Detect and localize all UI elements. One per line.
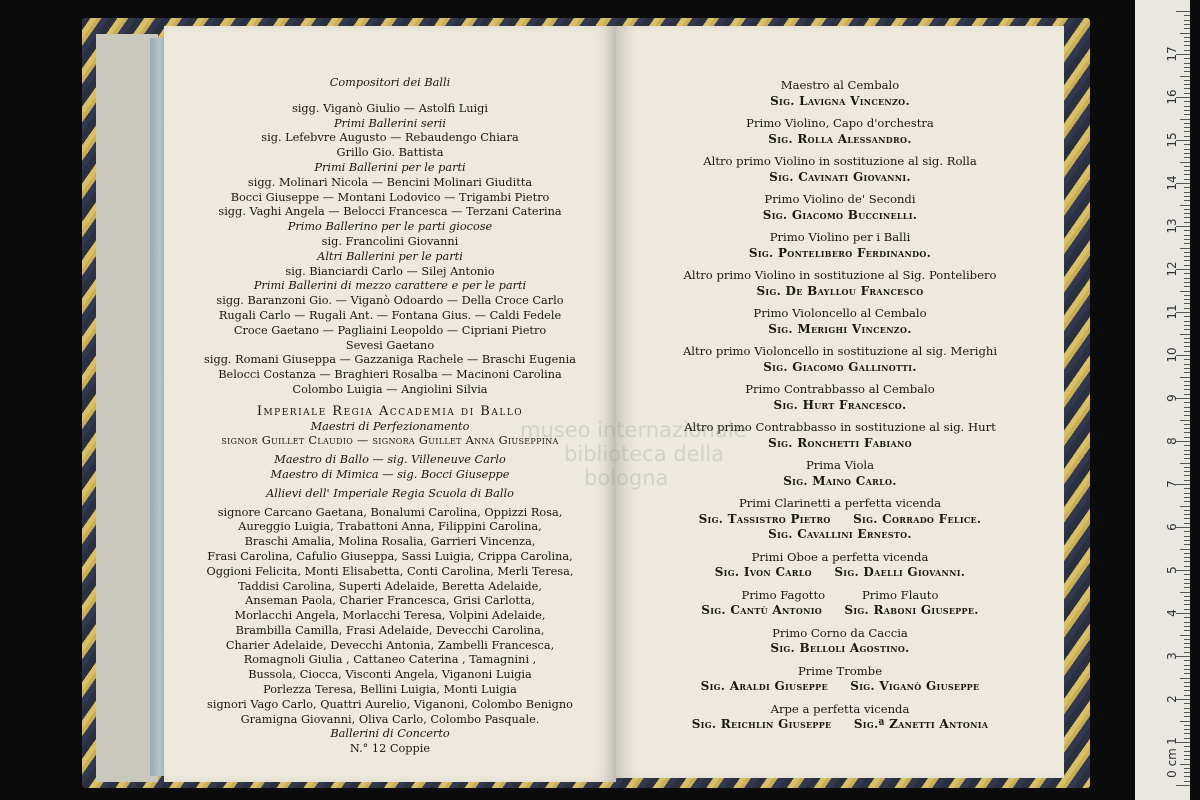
musician-name: Sig. Maino Carlo. [783,473,897,488]
ruler-tick [1180,506,1190,507]
ruler-tick [1184,71,1190,72]
ruler-tick [1184,394,1190,395]
ruler-tick [1184,101,1190,102]
text-line: Oggioni Felicita, Monti Elisabetta, Conti Carolina, Merli Teresa, [206,564,574,578]
musician-name: Sig. Merighi Vincenzo. [768,321,912,336]
ruler-tick [1184,41,1190,42]
ruler-tick [1184,596,1190,597]
ruler-tick [1184,192,1190,193]
ruler-tick [1184,325,1190,326]
role-heading: Primo Contrabbasso al Cembalo [745,382,935,396]
role-heading: Primo Fagotto Primo Flauto [741,587,939,602]
ruler-tick [1180,248,1190,249]
ruler-tick [1184,407,1190,408]
text-line: sig. Lefebvre Augusto — Rebaudengo Chiara [261,131,519,145]
ruler-tick [1184,278,1190,279]
musician-name: Sig. Araldi Giuseppe Sig. Viganò Giuseppe [700,679,980,693]
text-line: Bussola, Ciocca, Visconti Angela, Viganoni Luigia [248,668,532,682]
ruler-tick [1184,733,1190,734]
ruler-tick [1184,415,1190,416]
ruler-tick [1184,712,1190,713]
ruler-tick [1184,746,1190,747]
ruler-number: 15 [1165,132,1179,148]
ruler-tick [1184,445,1190,446]
role-heading: Primo Corno da Caccia [772,625,908,640]
measuring-ruler [1135,0,1190,800]
ruler-number: 5 [1165,566,1179,574]
ruler-number: 13 [1165,218,1179,234]
ruler-tick [1184,643,1190,644]
musician-name: Sig. Cantù Antonio Sig. Raboni Giuseppe. [701,603,979,617]
ruler-tick [1184,690,1190,691]
musician-name: Sig. Reichlin Giuseppe Sig.ª Zanetti Antonia [691,717,989,731]
musician-name: Sig. Ivon Carlo Sig. Daelli Giovanni. [714,565,966,579]
ruler-tick [1184,359,1190,360]
text-line: Porlezza Teresa, Bellini Luigia, Monti Luigia [263,683,517,697]
musician-name: Sig. Cavallini Ernesto. [768,527,912,541]
ruler-tick [1184,652,1190,653]
ruler-tick [1184,708,1190,709]
ruler-tick [1184,372,1190,373]
ruler-number: 1 [1165,737,1179,745]
ruler-tick [1184,432,1190,433]
ruler-tick [1180,291,1190,292]
text-line: sig. Francolini Giovanni [321,234,459,248]
ruler-tick [1184,58,1190,59]
ruler-tick [1184,368,1190,369]
ruler-tick [1184,536,1190,537]
text-line: Colombo Luigia — Angiolini Silvia [292,382,488,396]
ruler-tick [1184,381,1190,382]
ruler-tick [1184,149,1190,150]
ruler-tick [1184,617,1190,618]
ruler-tick [1184,239,1190,240]
ruler-tick [1184,553,1190,554]
role-heading: Primo Violino per i Balli [769,230,911,244]
ruler-tick [1184,295,1190,296]
ruler-tick [1184,15,1190,16]
ruler-tick [1184,686,1190,687]
musician-name: Sig. Tassistro Pietro Sig. Corrado Felice. [698,511,982,526]
ruler-tick [1184,28,1190,29]
ruler-tick [1184,544,1190,545]
ruler-tick [1184,703,1190,704]
ruler-tick [1184,342,1190,343]
ruler-tick [1184,682,1190,683]
ruler-tick [1184,136,1190,137]
ruler-number: 9 [1165,394,1179,402]
role-heading: Arpe a perfetta vicenda [770,701,910,716]
ruler-tick [1180,592,1190,593]
left-page-text [164,76,616,757]
ruler-tick [1184,759,1190,760]
ruler-tick [1184,600,1190,601]
ruler-tick [1184,144,1190,145]
ruler-tick [1176,11,1190,12]
ruler-tick [1184,467,1190,468]
ruler-tick [1184,88,1190,89]
ruler-tick [1180,678,1190,679]
ruler-tick [1184,286,1190,287]
text-line: sigg. Viganò Giulio — Astolfi Luigi [292,101,488,115]
ruler-tick [1184,639,1190,640]
ruler-tick [1184,402,1190,403]
ruler-tick [1184,424,1190,425]
ruler-tick [1184,256,1190,257]
ruler-tick [1184,179,1190,180]
musician-name: Sig. Belloli Agostino. [770,641,910,655]
ruler-tick [1184,480,1190,481]
ruler-number: 6 [1165,523,1179,531]
ruler-tick [1184,252,1190,253]
text-line: sig. Bianciardi Carlo — Silej Antonio [285,264,495,278]
ruler-tick [1184,213,1190,214]
ruler-tick [1184,338,1190,339]
musician-name: Sig. Pontelibero Ferdinando. [748,245,932,260]
ruler-tick [1184,157,1190,158]
ruler-tick [1184,321,1190,322]
ruler-tick [1184,217,1190,218]
ruler-tick [1184,540,1190,541]
role-heading: Prima Viola [805,458,875,472]
musician-name: Sig. De Bayllou Francesco [756,283,924,298]
text-line: signori Vago Carlo, Quattri Aurelio, Viganoni, Colombo Benigno [207,697,573,711]
role-heading: Ballerini di Concerto [330,727,450,741]
ruler-tick [1184,80,1190,81]
ruler-tick [1184,200,1190,201]
ruler-number: 16 [1165,89,1179,105]
ruler-tick [1184,45,1190,46]
ruler-tick [1184,574,1190,575]
role-heading: Primo Violoncello al Cembalo [753,306,927,320]
ruler-tick [1184,166,1190,167]
text-line: sigg. Romani Giuseppa — Gazzaniga Rachele — Braschi Eugenia [204,353,576,367]
role-heading: Primo Violino de' Secondi [764,192,916,206]
ruler-tick [1184,260,1190,261]
text-line: Anseman Paola, Charier Francesca, Grisi Carlotta, [245,594,535,608]
ruler-tick [1184,755,1190,756]
ruler-tick [1184,738,1190,739]
academy-heading: Imperiale Regia Accademia di Ballo [256,403,524,419]
ruler-tick [1184,488,1190,489]
role-heading: Altro primo Violino in sostituzione al Sig. Pontelibero [683,268,997,282]
text-line: Romagnoli Giulia , Cattaneo Caterina , Tamagnini , [243,653,537,667]
flyleaf [96,34,158,782]
ruler-tick [1184,209,1190,210]
text-line: Bocci Giuseppe — Montani Lodovico — Trigambi Pietro [230,190,550,204]
ruler-tick [1184,626,1190,627]
text-line: Grillo Gio. Battista [336,146,444,160]
ruler-tick [1184,729,1190,730]
role-heading: Altro primo Violoncello in sostituzione al sig. Merighi [682,344,998,358]
ruler-tick [1184,170,1190,171]
ruler-tick [1184,385,1190,386]
ruler-number: 8 [1165,437,1179,445]
ruler-tick [1184,647,1190,648]
ruler-tick [1184,93,1190,94]
text-line: Frasi Carolina, Cafulio Giuseppa, Sassi Luigia, Crippa Carolina, [207,549,573,563]
ruler-tick [1184,346,1190,347]
ruler-tick [1184,131,1190,132]
ruler-number: 17 [1165,46,1179,62]
ruler-tick [1184,776,1190,777]
role-heading: Primo Violino, Capo d'orchestra [746,116,934,130]
ruler-tick [1184,428,1190,429]
text-line: sigg. Baranzoni Gio. — Viganò Odoardo — Della Croce Carlo [216,294,564,308]
musician-name: Sig. Rolla Alessandro. [768,131,912,146]
text-line: Morlacchi Angela, Morlacchi Teresa, Volpini Adelaide, [234,609,546,623]
ruler-tick [1184,243,1190,244]
ruler-tick [1184,768,1190,769]
musician-name: Sig. Hurt Francesco. [773,397,907,412]
ruler-tick [1184,781,1190,782]
ruler-tick [1184,493,1190,494]
ruler-tick [1180,549,1190,550]
text-line: Croce Gaetano — Pagliaini Leopoldo — Cipriani Pietro [233,323,547,337]
ruler-number: 12 [1165,261,1179,277]
ruler-tick [1184,583,1190,584]
role-heading: Primo Ballerino per le parti giocose [287,220,493,234]
ruler-tick [1184,299,1190,300]
ruler-number: 10 [1165,347,1179,363]
text-line: Sevesi Gaetano [345,338,435,352]
ruler-tick [1184,450,1190,451]
ruler-tick [1180,334,1190,335]
ruler-tick [1184,587,1190,588]
role-heading: Prime Trombe [797,663,883,678]
ruler-number: 3 [1165,652,1179,660]
text-line: N.° 12 Coppie [349,742,431,756]
musician-name: Sig. Giacomo Buccinelli. [762,207,918,222]
ruler-tick [1184,114,1190,115]
ruler-tick [1184,411,1190,412]
ruler-number: 11 [1165,304,1179,320]
ruler-number: 14 [1165,175,1179,191]
ruler-tick [1180,764,1190,765]
ruler-tick [1184,153,1190,154]
ruler-tick [1184,510,1190,511]
role-heading: Allievi dell' Imperiale Regia Scuola di Ballo [266,486,514,500]
ruler-tick [1184,20,1190,21]
musician-name: Sig. Giacomo Gallinotti. [763,359,917,374]
ruler-tick [1184,110,1190,111]
text-line: sigg. Vaghi Angela — Belocci Francesca — Terzani Caterina [218,205,562,219]
ruler-tick [1184,196,1190,197]
ruler-tick [1184,772,1190,773]
ruler-tick [1184,351,1190,352]
ruler-tick [1184,497,1190,498]
ruler-number: 2 [1165,695,1179,703]
ruler-tick [1184,316,1190,317]
right-page-text [616,78,1064,733]
ruler-tick [1184,501,1190,502]
ruler-tick [1184,725,1190,726]
role-heading: Altro primo Violino in sostituzione al sig. Rolla [703,154,977,168]
ruler-tick [1184,273,1190,274]
ruler-tick [1184,523,1190,524]
role-heading: Altri Ballerini per le parti [317,249,463,263]
role-heading: Maestro di Mimica — sig. Bocci Giuseppe [270,467,510,481]
section-title: Compositori dei Balli [329,76,451,89]
ruler-tick [1184,24,1190,25]
ruler-tick [1184,230,1190,231]
ruler-tick [1184,630,1190,631]
ruler-tick [1184,235,1190,236]
ruler-zero-label: 0 cm [1165,748,1179,778]
watermark-line: biblioteca della [564,442,725,466]
ruler-tick [1180,463,1190,464]
ruler-tick [1184,716,1190,717]
ruler-tick [1180,76,1190,77]
ruler-number: 4 [1165,609,1179,617]
role-heading: Primi Ballerini di mezzo carattere e per le parti [253,279,527,293]
role-heading: Altro primo Contrabbasso in sostituzione al sig. Hurt [684,420,996,434]
ruler-tick [1184,566,1190,567]
ruler-tick [1184,437,1190,438]
watermark-line: bologna [584,466,669,490]
watermark-line: museo internazionale [520,418,747,442]
ruler-tick [1184,265,1190,266]
ruler-tick [1184,471,1190,472]
ruler-tick [1184,63,1190,64]
ruler-tick [1180,420,1190,421]
ruler-tick [1184,622,1190,623]
ruler-tick [1184,604,1190,605]
ruler-tick [1184,50,1190,51]
ruler-tick [1180,162,1190,163]
text-line: Rugali Carlo — Rugali Ant. — Fontana Gius. — Caldi Fedele [218,308,562,322]
text-line: signor Guillet Claudio — signora Guillet Anna Giuseppina [221,434,559,448]
text-line: Belocci Costanza — Braghieri Rosalba — Macinoni Carolina [218,368,562,382]
ruler-number: 7 [1165,480,1179,488]
ruler-tick [1184,669,1190,670]
ruler-tick [1184,84,1190,85]
ruler-tick [1184,127,1190,128]
ruler-tick [1184,187,1190,188]
musician-name: Sig. Ronchetti Fabiano [768,435,912,450]
ruler-tick [1184,531,1190,532]
text-line: Braschi Amalia, Molina Rosalia, Garrieri Vincenza, [244,535,536,549]
role-heading: Primi Ballerini serii [333,116,447,130]
text-line: Aureggio Luigia, Trabattoni Anna, Filippini Carolina, [238,520,542,534]
ruler-tick [1184,458,1190,459]
ruler-tick [1184,751,1190,752]
text-line: Charier Adelaide, Devecchi Antonia, Zambelli Francesca, [225,638,555,652]
ruler-tick [1184,389,1190,390]
ruler-tick [1184,303,1190,304]
ruler-tick [1184,557,1190,558]
text-line: Brambilla Camilla, Frasi Adelaide, Devecchi Carolina, [235,623,545,637]
role-heading: Primi Ballerini per le parti [314,160,466,174]
ruler-tick [1184,660,1190,661]
ruler-tick [1184,454,1190,455]
ruler-tick [1184,665,1190,666]
text-line: sigg. Molinari Nicola — Bencini Molinari Giuditta [247,175,533,189]
ruler-tick [1184,609,1190,610]
role-heading: Primi Clarinetti a perfetta vicenda [738,496,942,510]
ruler-tick [1184,695,1190,696]
ruler-tick [1184,673,1190,674]
ruler-tick [1184,514,1190,515]
musician-name: Sig. Cavinati Giovanni. [769,169,911,184]
ruler-tick [1184,518,1190,519]
ruler-tick [1184,475,1190,476]
ruler-tick [1184,282,1190,283]
musician-name: Sig. Lavigna Vincenzo. [770,93,910,108]
ruler-tick [1184,222,1190,223]
ruler-tick [1184,37,1190,38]
ruler-tick [1184,364,1190,365]
ruler-tick [1180,33,1190,34]
ruler-tick [1184,106,1190,107]
ruler-tick [1180,205,1190,206]
text-line: Taddisi Carolina, Superti Adelaide, Beretta Adelaide, [238,579,542,593]
ruler-tick [1184,579,1190,580]
role-heading: Maestro al Cembalo [780,78,900,92]
ruler-tick [1180,377,1190,378]
ruler-tick [1184,67,1190,68]
ruler-tick [1176,785,1190,786]
ruler-tick [1180,119,1190,120]
role-heading: Primi Oboe a perfetta vicenda [751,549,929,564]
ruler-tick [1184,123,1190,124]
ruler-tick [1184,561,1190,562]
ruler-tick [1184,308,1190,309]
ruler-tick [1184,174,1190,175]
text-line: Gramigna Giovanni, Oliva Carlo, Colombo Pasquale. [240,712,540,726]
ruler-tick [1180,721,1190,722]
text-line: signore Carcano Gaetana, Bonalumi Carolina, Oppizzi Rosa, [217,505,563,519]
ruler-tick [1180,635,1190,636]
ruler-tick [1184,329,1190,330]
role-heading: Maestri di Perfezionamento [310,419,470,433]
role-heading: Maestro di Ballo — sig. Villeneuve Carlo [274,453,506,467]
